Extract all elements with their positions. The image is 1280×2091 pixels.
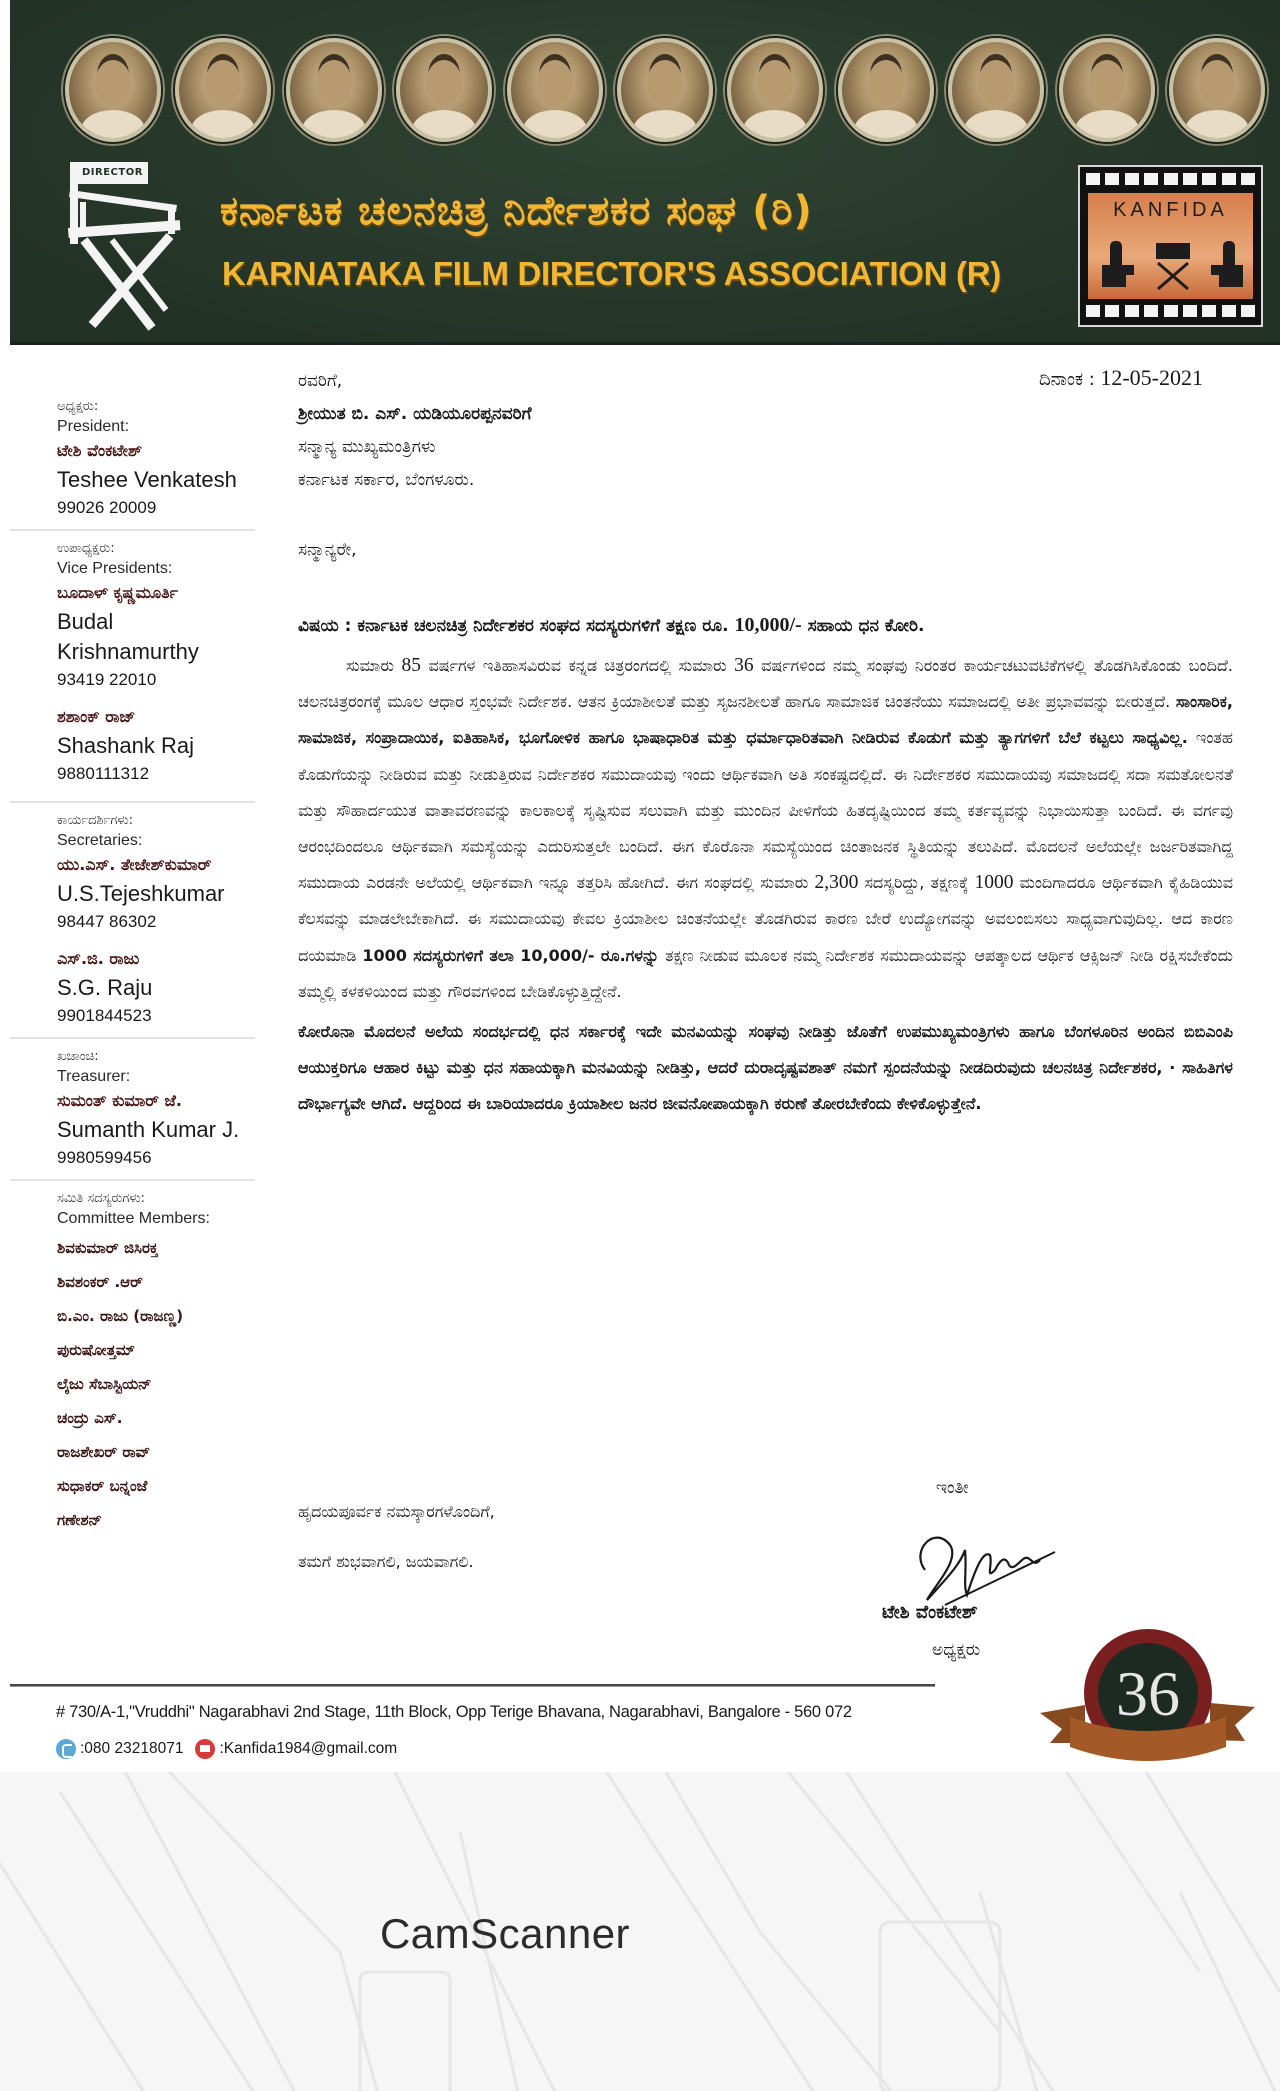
logo-frame [1088,193,1253,299]
office-bearers-sidebar [10,355,255,1551]
date-label: ದಿನಾಂಕ : [1038,369,1095,390]
subject-amount: 10,000/- [734,614,802,636]
body-paragraph [298,648,1233,1010]
portrait-image [1059,38,1155,142]
film-holes [1086,173,1255,187]
committee-member: ರಾಜಶೇಖರ್ ರಾವ್ [57,1443,151,1461]
committee-member: ಗಣೇಶನ್ [57,1511,102,1529]
subject-line [298,607,1233,644]
portrait-image [1169,38,1265,142]
app-name: CamScanner [379,1910,631,1957]
member-name-english: Shashank Raj [57,733,194,758]
portrait-image [617,38,713,142]
committee-group [10,1189,255,1543]
email-address: :Kanfida1984@gmail.com [219,1740,398,1757]
footer-divider [10,1684,935,1687]
member-name-kannada: ಸುಮಂತ್ ಕುಮಾರ್ ಜೆ. [57,1091,182,1110]
committee-member: ಪುರುಷೋತ್ತಮ್ [57,1341,135,1359]
recipient-line: ಶ್ರೀಯುತ ಬಿ. ಎಸ್. ಯಡಿಯೂರಪ್ಪನವರಿಗೆ [298,404,532,424]
member-phone: 9980599456 [57,1148,152,1167]
member-name-kannada: ಶಶಾಂಕ್ ರಾಜ್ [57,707,136,726]
portrait-image [396,38,492,142]
film-holes [1086,305,1255,319]
number-run: 1000 [974,872,1014,894]
divider [10,801,255,803]
member-name-kannada: ಎಸ್.ಜಿ. ರಾಜು [57,949,140,968]
bold-run: 1000 ಸದಸ್ಯರುಗಳಿಗೆ ತಲಾ 10,000/- ರೂ.ಗಳನ್ನು [362,945,660,965]
logo-text: KANFIDA [1113,199,1228,221]
committee-member: ಬಿ.ಎಂ. ರಾಜು (ರಾಜಣ್ಣ) [57,1307,184,1325]
committee-member: ಶಿವಶಂಕರ್ .ಆರ್ [57,1273,143,1291]
office-address: # 730/A-1,"Vruddhi" Nagarabhavi 2nd Stage, 11th Block, Opp Terige Bhavana, Nagarabhavi, Bangalore - 560 072 [56,1703,852,1721]
body-paragraph [298,1014,1233,1123]
recipient-line: ಕರ್ನಾಟಕ ಸರ್ಕಾರ, ಬೆಂಗಳೂರು. [298,470,475,490]
member-name-kannada: ಟೇಶಿ ವೆಂಕಟೇಶ್ [57,441,142,460]
portrait-image [838,38,934,142]
text-run: ಸುಮಾರು [346,656,402,675]
number-run: 85 [401,655,422,676]
committee-member: ಲೈಜು ಸೆಬಾಸ್ಟಿಯನ್ [57,1375,152,1393]
text-run: ವರ್ಷಗಳಿಂದ ನಮ್ಮ ಸಂಘವು ನಿರಂತರ ಕಾರ್ಯಚಟುವಟಿಕೆಗಳಲ್ಲಿ ತೊಡಗಿಸಿಕೊಂಡು ಬಂದಿದೆ. ಚಲನಚಿತ್ರರಂಗಕ್ಕೆ ಮೂಲ ಆಧಾರ ಸ್ತಂಭವೇ ನಿರ್ದೇಶಕ. ಆತನ ಕ್ರಿಯಾಶೀಲತೆ ಮತ್ತು ಸೃಜನಶೀಲತೆ ಹಾಗೂ ಸಾಮಾಜಿಕ ಚಿಂತನೆಯು ಸಮಾಜದಲ್ಲಿ ಅತೀ ಪ್ರಭಾವವನ್ನು ಬೀರುತ್ತದೆ. [298,656,1233,712]
phone-icon [56,1739,76,1759]
number-run: 36 [734,655,754,676]
signer-name: ಟೇಶಿ ವೆಂಕಟೇಶ್ [882,1602,978,1623]
portrait-image [507,38,603,142]
sign-off: ಇಂತೀ [936,1478,969,1498]
director-portraits [65,38,1265,148]
role-label-english: President: [57,418,130,435]
member-phone: 98447 86302 [57,912,157,931]
member-name-english: S.G. Raju [57,975,153,1000]
role-label-english: Committee Members: [57,1210,210,1227]
letterhead-banner [10,0,1280,345]
camscanner-label [0,1910,1280,1958]
role-label-english: Vice Presidents: [57,560,173,577]
portrait-image [286,38,382,142]
committee-member: ಸುಧಾಕರ್ ಬನ್ನಂಜೆ [57,1477,148,1495]
treasurer-group [10,1047,255,1181]
role-label-kannada: ಉಪಾಧ್ಯಕ್ಷರು: [57,541,115,556]
seal-number: 36 [1116,1658,1180,1729]
member-name-kannada: ಬೂದಾಳ್ ಕೃಷ್ಣಮೂರ್ತಿ [57,583,178,602]
kanfida-logo [1078,165,1263,327]
recipient-line: ರವರಿಗೆ, [298,371,343,391]
phone-number: :080 23218071 [80,1740,184,1757]
role-label-kannada: ಅಧ್ಯಕ್ಷರು: [57,399,99,414]
text-run: ವರ್ಷಗಳ ಇತಿಹಾಸವಿರುವ ಕನ್ನಡ ಚಿತ್ರರಂಗದಲ್ಲಿ ಸುಮಾರು [421,656,735,675]
subject-text: ವಿಷಯ : ಕರ್ನಾಟಕ ಚಲನಚಿತ್ರ ನಿರ್ದೇಶಕರ ಸಂಘದ ಸದಸ್ಯರುಗಳಿಗೆ ತಕ್ಷಣ ರೂ. [298,616,735,636]
signer-title: ಅಧ್ಯಕ್ಷರು [932,1640,981,1660]
email-icon [195,1739,215,1759]
letter-date [1039,365,1203,391]
bold-run: ಸಾಂಸಾರಿಕ, ಸಾಮಾಜಿಕ, ಸಂಪ್ರಾದಾಯಿಕ, ಐತಿಹಾಸಿಕ, ಭೂಗೋಳಿಕ ಹಾಗೂ ಭಾಷಾಧಾರಿತ ಮತ್ತು ಧರ್ಮಾಧಾರಿತವಾಗಿ ನೀಡಿರುವ ಕೊಡುಗೆ ಮತ್ತು ತ್ಯಾಗಗಳಿಗೆ ಬೆಲೆ ಕಟ್ಟಲು ಸಾಧ್ಯವಿಲ್ಲ. [298,692,1233,748]
closing-line: ತಮಗೆ ಶುಭವಾಗಲಿ, ಜಯವಾಗಲಿ. [298,1552,474,1571]
secretaries-group [10,811,255,1039]
member-name-english: Teshee Venkatesh [57,467,237,492]
bold-run: ಕೋರೊನಾ ಮೊದಲನೆ ಅಲೆಯ ಸಂದರ್ಭದಲ್ಲಿ ಧನ ಸರ್ಕಾರಕ್ಕೆ ಇದೇ ಮನವಿಯನ್ನು ಸಂಘವು ನೀಡಿತ್ತು ಜೊತೆಗೆ ಉಪಮುಖ್ಯಮಂತ್ರಿಗಳು ಹಾಗೂ ಬೆಂಗಳೂರಿನ ಅಂದಿನ ಬಿಬಿಎಂಪಿ ಆಯುಕ್ತರಿಗೂ ಆಹಾರ ಕಿಟ್ಟು ಮತ್ತು ಧನ ಸಹಾಯಕ್ಕಾಗಿ ಮನವಿಯನ್ನು ನೀಡಿತ್ತು, ಆದರೆ ದುರಾದೃಷ್ಟವಶಾತ್ ನಮಗೆ ಸ್ಪಂದನೆಯನ್ನು ನೀಡದಿರುವುದು ಚಲನಚಿತ್ರ ನಿರ್ದೇಶಕರ, · ಸಾಹಿತಿಗಳ ದೌರ್ಭಾಗ್ಯವೇ ಆಗಿದೆ. ಆದ್ದರಿಂದ ಈ ಬಾರಿಯಾದರೂ ಕ್ರಿಯಾಶೀಲ ಜನರ ಜೀವನೋಪಾಯಕ್ಕಾಗಿ ಕರುಣೆ ತೋರಬೇಕೆಂದು ಕೇಳಿಕೊಳ್ಳುತ್ತೇನೆ. [298,1022,1233,1114]
role-label-kannada: ಕಾರ್ಯದರ್ಶಿಗಳು: [57,813,133,828]
portrait-image [175,38,271,142]
text-run: ಮಂದಿಗಾದರೂ ಆರ್ಥಿಕವಾಗಿ ಕೈಹಿಡಿಯುವ ಕೆಲಸವನ್ನು ಮಾಡಲೇಬೇಕಾಗಿದೆ. ಈ ಸಮುದಾಯವು ಕೇವಲ ಕ್ರಿಯಾಶೀಲ ಚಿಂತನೆಯಲ್ಲೇ ತೊಡಗಿರುವ ಕಾರಣ ಬೇರೆ ಉದ್ಯೋಗವನ್ನು ಅವಲಂಬಿಸಲು ಸಾಧ್ಯವಾಗುವುದಿಲ್ಲ. ಆದ ಕಾರಣ ದಯಮಾಡಿ [298,873,1233,965]
closing-line: ಹೃದಯಪೂರ್ವಕ ನಮಸ್ಕಾರಗಳೊಂದಿಗೆ, [298,1502,495,1521]
association-title-kannada: ಕರ್ನಾಟಕ ಚಲನಚಿತ್ರ ನಿರ್ದೇಶಕರ ಸಂಘ (ರಿ) [220,188,813,234]
president-group [10,355,255,531]
role-label-kannada: ಸಮಿತಿ ಸದಸ್ಯರುಗಳು: [57,1191,145,1206]
director-chair-icon [62,160,187,335]
salutation: ಸನ್ಮಾನ್ಯರೇ, [298,540,357,560]
vice-presidents-group [10,539,255,793]
member-name-kannada: ಯು.ಎಸ್. ತೇಜೇಶ್‌ಕುಮಾರ್ [57,855,212,874]
letter-body [298,365,1233,1571]
association-title-english: KARNATAKA FILM DIRECTOR'S ASSOCIATION (R) [222,255,1001,292]
member-phone: 9901844523 [57,1006,152,1025]
committee-member: ಶಿವಕುಮಾರ್ ಜಿಸಿರಕ್ತ [57,1239,158,1257]
text-run: ಇಂತಹ ಕೊಡುಗೆಯನ್ನು ನೀಡಿರುವ ಮತ್ತು ನೀಡುತ್ತಿರುವ ನಿರ್ದೇಶಕರ ಸಮುದಾಯವು ಇಂದು ಆರ್ಥಿಕವಾಗಿ ಅತಿ ಸಂಕಷ್ಟದಲ್ಲಿದೆ. ಈ ನಿರ್ದೇಶಕರ ಸಮುದಾಯವು ಸಮಾಜದಲ್ಲಿ ಸದಾ ಸಮತೋಲನತೆ ಮತ್ತು ಸೌಹಾರ್ದಯುತ ವಾತಾವರಣವನ್ನು ಕಾಲಕಾಲಕ್ಕೆ ಸೃಷ್ಟಿಸುವ ಸಲುವಾಗಿ ಮತ್ತು ಮುಂದಿನ ಪೀಳಿಗೆಯ ಹಿತದೃಷ್ಟಿಯಿಂದ ತಮ್ಮ ಕರ್ತವ್ಯವನ್ನು ನಿಭಾಯಿಸುತ್ತಾ ಬಂದಿದೆ. ಈ ವರ್ಗವು ಆರಂಭದಿಂದಲೂ ಆರ್ಥಿಕವಾಗಿ ಸಮಸ್ಯೆಯನ್ನು ಎದುರಿಸುತ್ತಲೇ ಬಂದಿದೆ. ಈಗ ಕೊರೊನಾ ಸಮಸ್ಯೆಯಿಂದ ಚಿಂತಾಜನಕ ಸ್ಥಿತಿಯನ್ನು ತಲುಪಿದೆ. ಮೊದಲನೆ ಅಲೆಯಲ್ಲೇ ಜರ್ಜರಿತವಾಗಿದ್ದ ಸಮುದಾಯ ಎರಡನೇ ಅಲೆಯಲ್ಲಿ ಆರ್ಥಿಕವಾಗಿ ಇನ್ನೂ ತತ್ತರಿಸಿ ಹೋಗಿದೆ. ಈಗ ಸಂಘದಲ್ಲಿ ಸುಮಾರು [298,728,1233,893]
text-run: ಸದಸ್ಯರಿದ್ದು, ತಕ್ಷಣಕ್ಕೆ [858,873,975,893]
member-name-english: Budal Krishnamurthy [57,609,199,664]
subject-text: ಸಹಾಯ ಧನ ಕೋರಿ. [801,616,925,636]
date-value: 12-05-2021 [1100,365,1203,390]
committee-member: ಚಂದ್ರು ಎಸ್. [57,1409,123,1427]
member-phone: 93419 22010 [57,670,157,689]
member-name-english: U.S.Tejeshkumar [57,881,225,906]
role-label-english: Treasurer: [57,1068,131,1085]
portrait-image [727,38,823,142]
number-run: 2,300 [814,872,859,894]
contact-line [56,1739,397,1759]
camscanner-watermark [0,1772,1280,2091]
role-label-english: Secretaries: [57,832,143,849]
recipient-line: ಸನ್ಮಾನ್ಯ ಮುಖ್ಯಮಂತ್ರಿಗಳು [298,437,436,457]
member-phone: 9880111312 [57,764,150,783]
portrait-image [948,38,1044,142]
role-label-kannada: ಖಜಾಂಚಿ: [57,1049,99,1064]
chair-label: DIRECTOR [82,167,143,178]
member-phone: 99026 20009 [57,498,157,517]
portrait-image [65,38,161,142]
member-name-english: Sumanth Kumar J. [57,1117,240,1142]
anniversary-seal [1030,1625,1265,1770]
text-run: ತಕ್ಷಣ ನೀಡುವ ಮೂಲಕ ನಮ್ಮ ನಿರ್ದೇಶಕ ಸಮುದಾಯವನ್ನು ಆಪತ್ಕಾಲದ ಆರ್ಥಿಕ ಆಕ್ಸಿಜನ್ ನೀಡಿ ರಕ್ಷಿಸಬೇಕೆಂದು ತಮ್ಮಲ್ಲಿ ಕಳಕಳಿಯಿಂದ ಮತ್ತು ಗೌರವಗಳಿಂದ ಬೇಡಿಕೊಳ್ಳುತ್ತಿದ್ದೇನೆ. [298,945,1233,1001]
